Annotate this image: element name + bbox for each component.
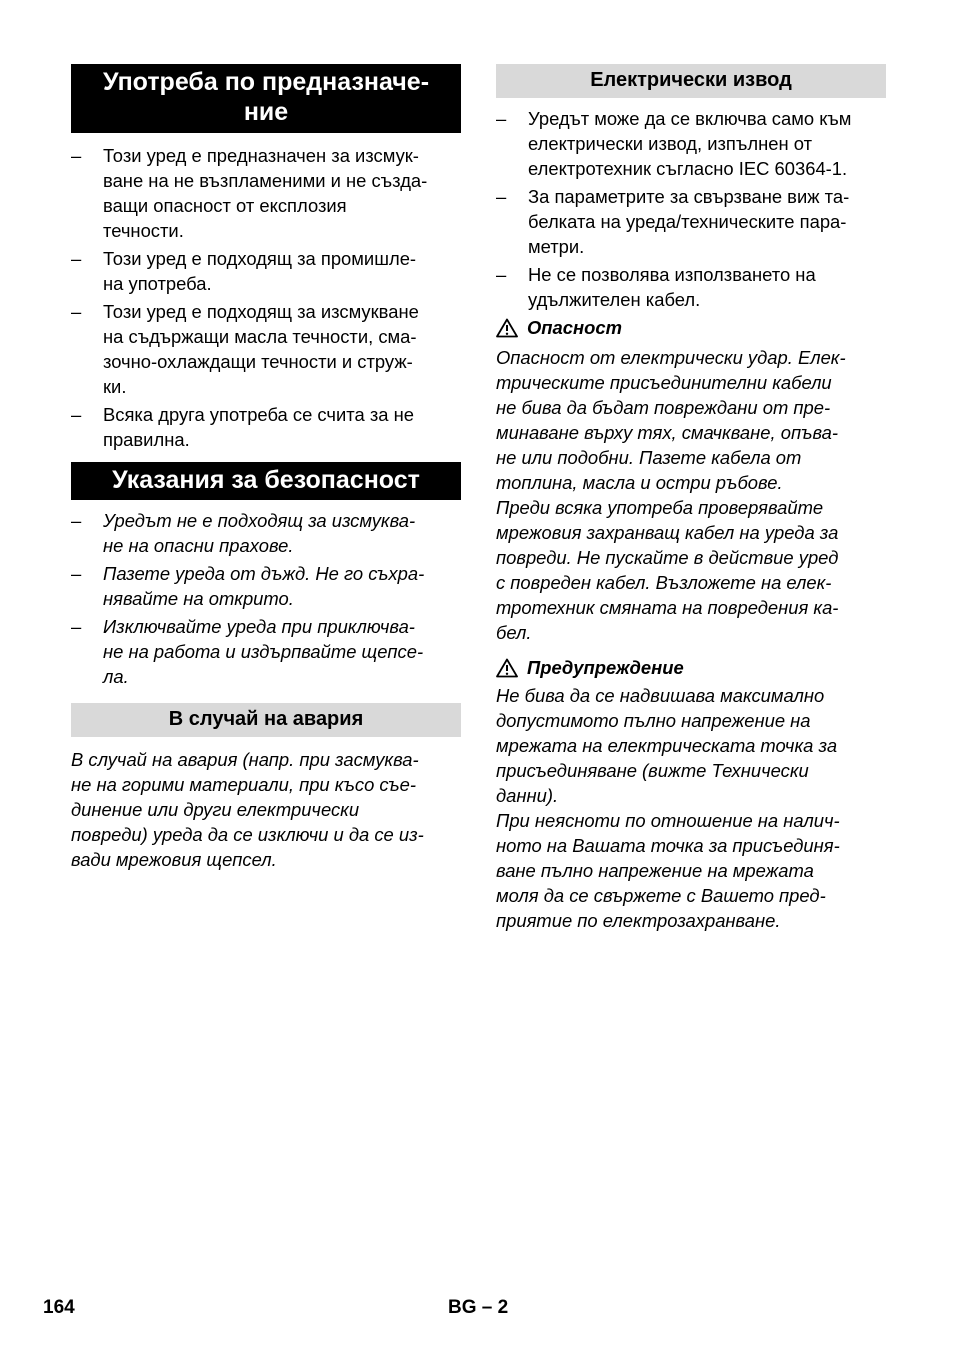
right-column bbox=[496, 64, 886, 933]
text-line: електротехник съгласно IEC 60364-1. bbox=[528, 158, 848, 179]
text-line: Не бива да се надвишава максимално bbox=[496, 685, 825, 706]
list-item bbox=[71, 508, 461, 558]
dash-bullet: – bbox=[496, 186, 507, 207]
text-line: не на опасни прахове. bbox=[103, 535, 294, 556]
text-line: мрежовия захранващ кабел на уреда за bbox=[496, 522, 839, 543]
dash-bullet: – bbox=[71, 145, 82, 166]
text-line: Пазете уреда от дъжд. Не го съхра- bbox=[103, 563, 425, 584]
emergency-text bbox=[71, 747, 461, 872]
dash-bullet: – bbox=[71, 404, 82, 425]
text-line: Уредът не е подходящ за изсмуква- bbox=[103, 510, 416, 531]
text-line: ла. bbox=[103, 666, 129, 687]
warning-triangle-icon bbox=[496, 318, 518, 338]
text-line: удължителен кабел. bbox=[528, 289, 701, 310]
dash-bullet: – bbox=[71, 301, 82, 322]
text-line: присъединяване (вижте Технически bbox=[496, 760, 809, 781]
intended-use-list bbox=[71, 143, 461, 452]
list-item-text bbox=[528, 186, 849, 257]
text-line: Този уред е подходящ за изсмукване bbox=[103, 301, 419, 322]
text-line: белката на уреда/техническите пара- bbox=[528, 211, 847, 232]
warning-heading: Предупреждение bbox=[496, 655, 886, 680]
intended-use-heading: Употреба по предназначе- ние bbox=[71, 64, 461, 133]
list-item bbox=[496, 184, 886, 259]
text-line: ване на не възпламеними и не създа- bbox=[103, 170, 428, 191]
text-line: допустимото пълно напрежение на bbox=[496, 710, 811, 731]
danger-heading: Опасност bbox=[496, 315, 886, 340]
list-item bbox=[71, 143, 461, 243]
text-line: течности. bbox=[103, 220, 184, 241]
text-line: Уредът може да се включва само към bbox=[528, 108, 852, 129]
text-line: бел. bbox=[496, 622, 532, 643]
text-line: повреди. Не пускайте в действие уред bbox=[496, 547, 839, 568]
text-line: моля да се свържете с Вашето пред- bbox=[496, 885, 826, 906]
text-line: Този уред е предназначен за изсмук- bbox=[103, 145, 419, 166]
electrical-list bbox=[496, 106, 886, 312]
list-item-text bbox=[103, 616, 423, 687]
danger-text bbox=[496, 345, 886, 645]
text-line: вади мрежовия щепсел. bbox=[71, 849, 277, 870]
text-line: минаване върху тях, смачкване, опъва- bbox=[496, 422, 839, 443]
text-line: приятие по електрозахранване. bbox=[496, 910, 781, 931]
list-item-text bbox=[103, 404, 414, 450]
text-line: тротехник смяната на повредения ка- bbox=[496, 597, 839, 618]
list-item bbox=[71, 299, 461, 399]
dash-bullet: – bbox=[71, 248, 82, 269]
text-line: не или подобни. Пазете кабела от bbox=[496, 447, 802, 468]
text-line: данни). bbox=[496, 785, 559, 806]
text-line: Всяка друга употреба се счита за не bbox=[103, 404, 414, 425]
text-line: с повреден кабел. Възложете на елек- bbox=[496, 572, 832, 593]
emergency-heading: В случай на авария bbox=[71, 703, 461, 737]
text-line: Изключвайте уреда при приключва- bbox=[103, 616, 415, 637]
left-column bbox=[71, 64, 461, 872]
text-line: правилна. bbox=[103, 429, 190, 450]
text-line: зочно-охлаждащи течности и струж- bbox=[103, 351, 413, 372]
dash-bullet: – bbox=[496, 264, 507, 285]
text-line: динение или други електрически bbox=[71, 799, 360, 820]
list-item bbox=[496, 106, 886, 181]
list-item bbox=[71, 246, 461, 296]
text-line: нявайте на открито. bbox=[103, 588, 294, 609]
safety-list bbox=[71, 508, 461, 689]
text-line: Този уред е подходящ за промишле- bbox=[103, 248, 417, 269]
text-line: Опасност от електрически удар. Елек- bbox=[496, 347, 846, 368]
text-line: трическите присъединителни кабели bbox=[496, 372, 832, 393]
list-item-text bbox=[103, 145, 427, 241]
text-line: топлина, масла и остри ръбове. bbox=[496, 472, 783, 493]
text-line: Не се позволява използването на bbox=[528, 264, 816, 285]
warning-triangle-icon bbox=[496, 658, 518, 678]
dash-bullet: – bbox=[71, 563, 82, 584]
list-item-text bbox=[103, 563, 424, 609]
text-line: В случай на авария (напр. при засмуква- bbox=[71, 749, 419, 770]
text-line: на употреба. bbox=[103, 273, 212, 294]
text-line: метри. bbox=[528, 236, 585, 257]
list-item bbox=[71, 614, 461, 689]
dash-bullet: – bbox=[71, 510, 82, 531]
text-line: електрически извод, изпълнен от bbox=[528, 133, 813, 154]
text-line: За параметрите за свързване виж та- bbox=[528, 186, 850, 207]
text-line: не бива да бъдат повреждани от пре- bbox=[496, 397, 831, 418]
text-line: мрежата на електрическата точка за bbox=[496, 735, 838, 756]
list-item-text bbox=[103, 301, 419, 397]
list-item-text bbox=[103, 510, 415, 556]
dash-bullet: – bbox=[71, 616, 82, 637]
dash-bullet: – bbox=[496, 108, 507, 129]
text-line: При неясноти по отношение на налич- bbox=[496, 810, 840, 831]
text-line: повреди) уреда да се изключи и да се из- bbox=[71, 824, 424, 845]
safety-heading: Указания за безопасност bbox=[71, 462, 461, 500]
text-line: не на горими материали, при късо съе- bbox=[71, 774, 416, 795]
text-line: ки. bbox=[103, 376, 127, 397]
page-number: 164 bbox=[43, 1297, 75, 1318]
text-line: не на работа и издърпвайте щепсе- bbox=[103, 641, 424, 662]
list-item bbox=[71, 402, 461, 452]
language-page-label: BG – 2 bbox=[448, 1297, 509, 1318]
list-item-text bbox=[528, 264, 816, 310]
text-line: ното на Вашата точка за присъединя- bbox=[496, 835, 840, 856]
warning-text bbox=[496, 683, 886, 933]
list-item bbox=[496, 262, 886, 312]
text-line: ване пълно напрежение на мрежата bbox=[496, 860, 814, 881]
text-line: Преди всяка употреба проверявайте bbox=[496, 497, 824, 518]
text-line: на съдържащи масла течности, сма- bbox=[103, 326, 417, 347]
list-item-text bbox=[103, 248, 416, 294]
text-line: ващи опасност от експлозия bbox=[103, 195, 347, 216]
electrical-heading: Електрически извод bbox=[496, 64, 886, 98]
list-item bbox=[71, 561, 461, 611]
list-item-text bbox=[528, 108, 851, 179]
